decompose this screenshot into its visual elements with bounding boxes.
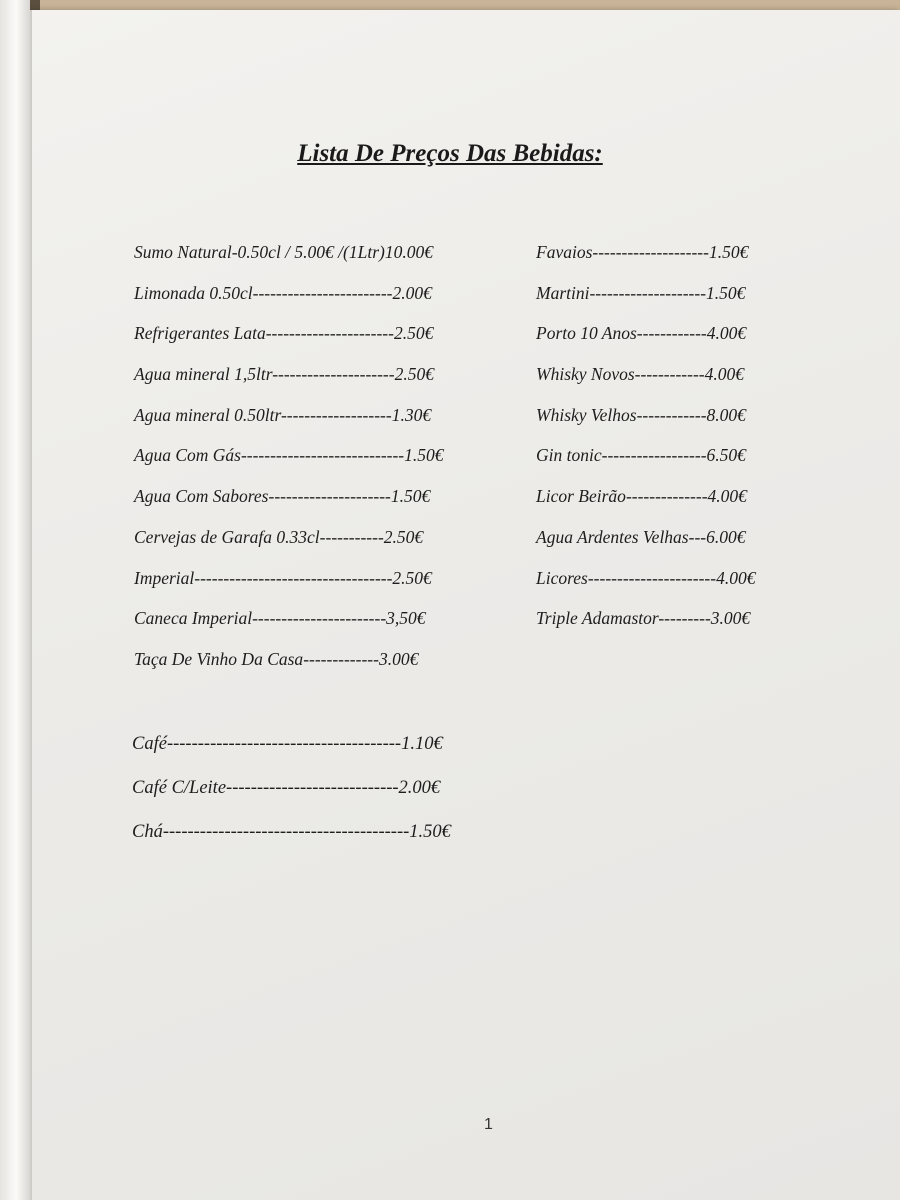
item-name: Imperial	[134, 567, 195, 588]
item-name: Licores	[536, 567, 588, 588]
item-leader: --------------	[625, 486, 708, 507]
item-leader: ----------------------	[587, 567, 717, 588]
list-item	[536, 273, 816, 314]
item-name: Café C/Leite	[132, 778, 227, 798]
coffee-list	[132, 722, 512, 854]
list-item	[134, 639, 514, 680]
item-price: 1.10€	[401, 734, 443, 754]
list-item	[536, 354, 816, 395]
item-leader: -----------------------	[252, 608, 387, 629]
list-item	[134, 558, 514, 599]
item-name: Triple Adamastor	[536, 608, 659, 629]
page-number: 1	[484, 1116, 493, 1133]
list-item	[536, 232, 816, 273]
item-name: Gin tonic	[536, 445, 602, 466]
item-price: 2.00€	[398, 778, 441, 798]
item-leader: --------------------	[589, 282, 707, 303]
item-name: Agua mineral 1,5ltr	[134, 364, 273, 385]
list-item	[536, 517, 816, 558]
item-name: Agua Com Sabores	[134, 486, 269, 507]
item-name: Caneca Imperial	[134, 608, 253, 629]
item-price: 2.50€	[383, 526, 424, 547]
item-leader: ------------	[634, 364, 705, 385]
item-leader: -----------	[319, 526, 384, 547]
item-name: Whisky Velhos	[536, 404, 637, 425]
item-name: Refrigerantes Lata	[134, 323, 266, 344]
item-price: 10.00€	[384, 242, 433, 262]
item-price: 2.00€	[392, 282, 432, 303]
item-name: Café	[132, 734, 167, 754]
item-price: 6.00€	[706, 526, 746, 547]
item-name: Sumo Natural-0.50cl / 5.00€ /(1Ltr)	[134, 242, 385, 262]
list-item	[132, 766, 512, 810]
list-item	[536, 435, 816, 476]
item-leader: ---------------------	[268, 486, 391, 507]
item-name: Agua mineral 0.50ltr	[134, 404, 281, 425]
item-price: 2.50€	[393, 323, 434, 344]
item-price: 2.50€	[392, 567, 432, 588]
page-title: Lista De Preços Das Bebidas:	[297, 140, 603, 167]
item-leader: ------------	[636, 404, 707, 425]
item-leader: --------------------	[592, 242, 709, 262]
item-price: 1.50€	[706, 282, 746, 303]
list-item	[132, 810, 512, 854]
item-leader: ----------------------------	[240, 445, 405, 466]
item-price: 4.00€	[707, 486, 747, 507]
item-name: Cervejas de Garafa 0.33cl	[134, 526, 320, 547]
item-leader: ---------------------	[272, 364, 395, 385]
item-price: 4.00€	[706, 323, 747, 344]
item-price: 3.00€	[378, 648, 419, 669]
item-leader: ----------------------------------------	[162, 822, 410, 842]
item-name: Taça De Vinho Da Casa	[134, 648, 304, 669]
item-price: 1.50€	[409, 822, 451, 842]
list-item	[134, 232, 514, 273]
item-price: 3.00€	[710, 608, 751, 629]
list-item	[134, 395, 514, 436]
list-item	[536, 598, 816, 639]
item-name: Limonada 0.50cl	[134, 282, 253, 303]
item-name: Agua Com Gás	[134, 445, 241, 466]
list-item	[134, 354, 514, 395]
item-leader: ----------------------------	[226, 778, 399, 798]
item-leader: ---	[688, 526, 707, 547]
item-price: 1.50€	[708, 242, 749, 262]
item-price: 3,50€	[386, 608, 426, 629]
item-leader: ---------	[658, 608, 711, 629]
list-item	[134, 273, 514, 314]
item-price: 2.50€	[394, 364, 434, 385]
item-price: 1.50€	[404, 445, 444, 466]
list-item	[132, 722, 512, 766]
list-item	[134, 435, 514, 476]
list-item	[134, 517, 514, 558]
list-item	[536, 558, 816, 599]
list-item	[134, 476, 514, 517]
item-name: Martini	[536, 282, 590, 303]
list-item	[134, 313, 514, 354]
list-item	[536, 395, 816, 436]
plastic-sleeve-edge	[0, 0, 30, 1200]
item-price: 6.50€	[706, 445, 746, 466]
item-price: 4.00€	[704, 364, 744, 385]
item-name: Licor Beirão	[536, 486, 626, 507]
item-leader: ----------------------	[265, 323, 394, 344]
item-price: 1.30€	[391, 404, 432, 425]
item-name: Chá	[132, 822, 163, 842]
list-item	[536, 476, 816, 517]
item-name: Agua Ardentes Velhas	[536, 526, 689, 547]
list-item	[134, 598, 514, 639]
item-leader: ------------------------	[252, 282, 393, 303]
item-price: 8.00€	[706, 404, 746, 425]
item-name: Porto 10 Anos	[536, 323, 637, 344]
item-name: Whisky Novos	[536, 364, 635, 385]
item-name: Favaios	[536, 242, 593, 262]
item-leader: -------------------	[280, 404, 392, 425]
drinks-list-right	[536, 232, 816, 639]
item-price: 4.00€	[716, 567, 756, 588]
item-leader: ----------------------------------	[194, 567, 393, 588]
item-leader: ------------	[636, 323, 707, 344]
item-price: 1.50€	[390, 486, 431, 507]
item-leader: -------------	[303, 648, 379, 669]
item-leader: ------------------	[601, 445, 707, 466]
item-leader: --------------------------------------	[166, 734, 402, 754]
drinks-list-left	[134, 232, 514, 680]
list-item	[536, 313, 816, 354]
